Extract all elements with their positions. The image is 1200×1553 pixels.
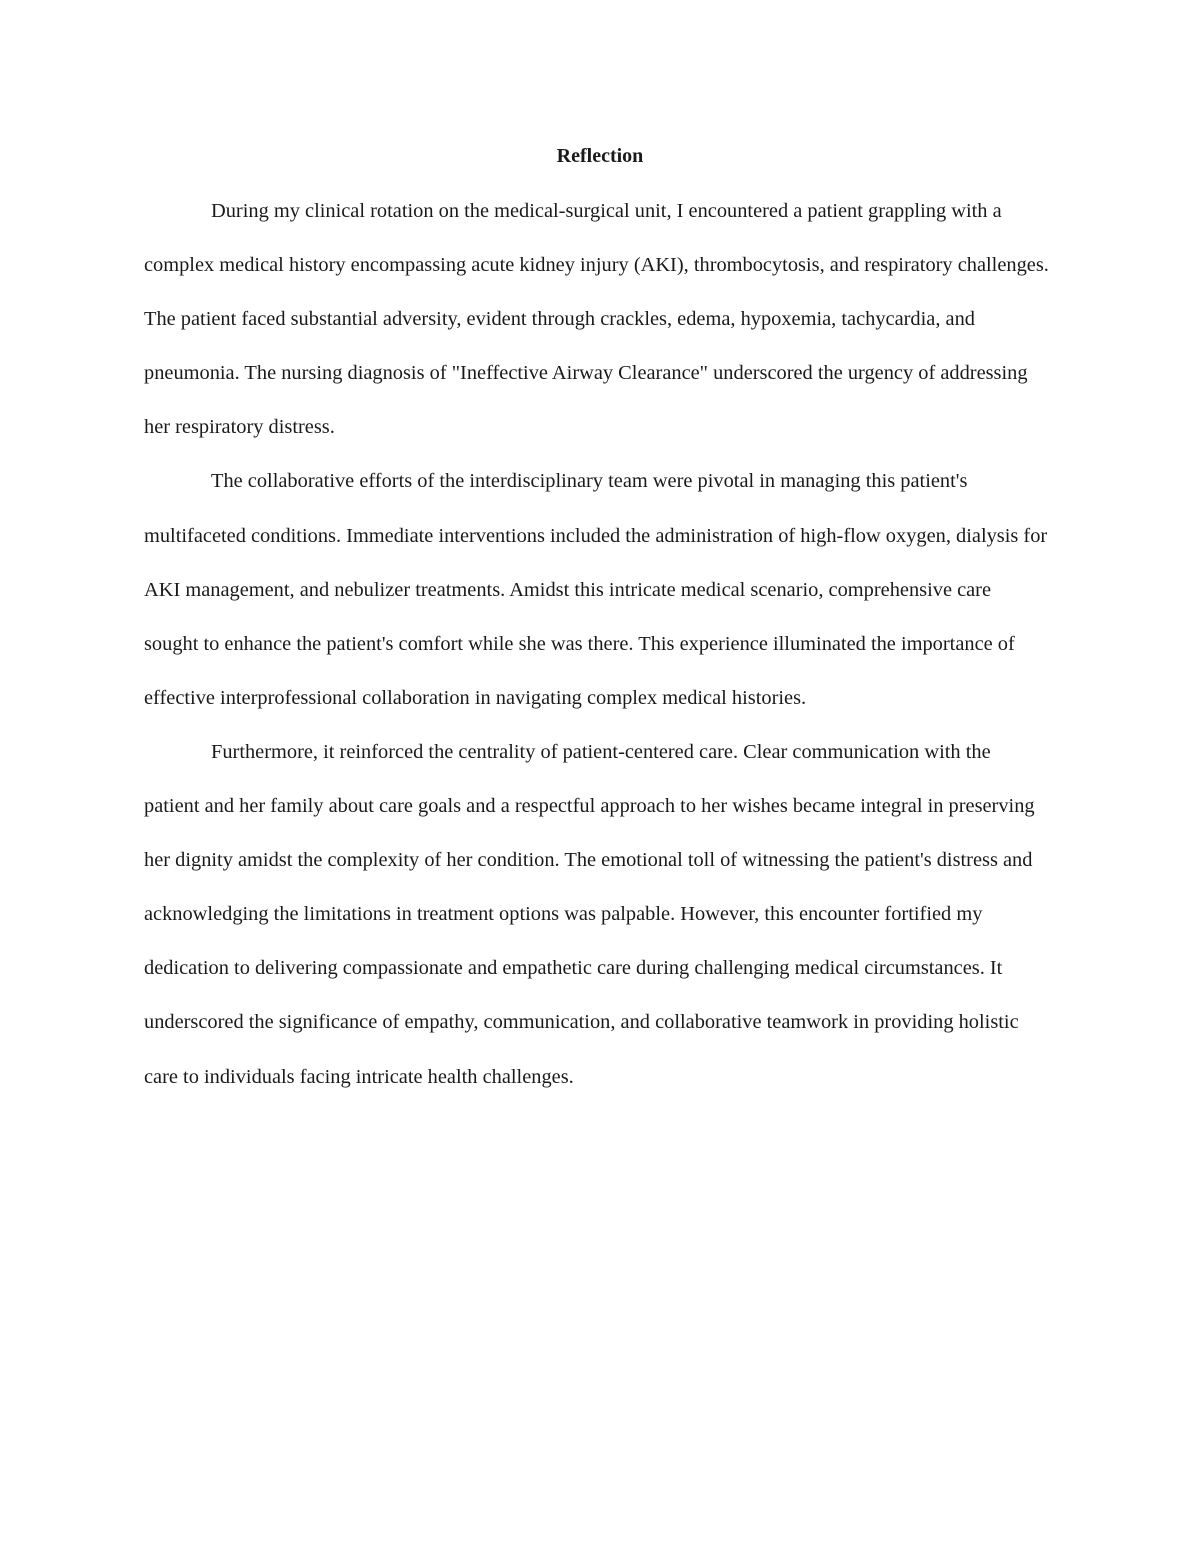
paragraph-1: During my clinical rotation on the medical-surgical unit, I encountered a patient grappling with a complex medical history encompassing acute kidney injury (AKI), thrombocytosis, and respiratory challenges. The patient faced substantial adversity, evident through crackles, edema, hypoxemia, tachycardia, and pneumonia. The nursing diagnosis of "Ineffective Airway Clearance" underscored the urgency of addressing her respiratory distress.: [144, 200, 1049, 439]
document-title: Reflection: [556, 145, 644, 167]
paragraph-3: Furthermore, it reinforced the centrality of patient-centered care. Clear communication with the patient and her family about care goals and a respectful approach to her wishes became integral in preserving her dignity amidst the complexity of her condition. The emotional toll of witnessing the patient's distress and acknowledging the limitations in treatment options was palpable. However, this encounter fortified my dedication to delivering compassionate and empathetic care during challenging medical circumstances. It underscored the significance of empathy, communication, and collaborative teamwork in providing holistic care to individuals facing intricate health challenges.: [144, 740, 1035, 1088]
paragraph-2: The collaborative efforts of the interdisciplinary team were pivotal in managing this patient's multifaceted conditions. Immediate interventions included the administration of high-flow oxygen, dialysis for AKI management, and nebulizer treatments. Amidst this intricate medical scenario, comprehensive care sought to enhance the patient's comfort while she was there. This experience illuminated the importance of effective interprofessional collaboration in navigating complex medical histories.: [144, 470, 1048, 709]
document-body: [144, 184, 1050, 1104]
